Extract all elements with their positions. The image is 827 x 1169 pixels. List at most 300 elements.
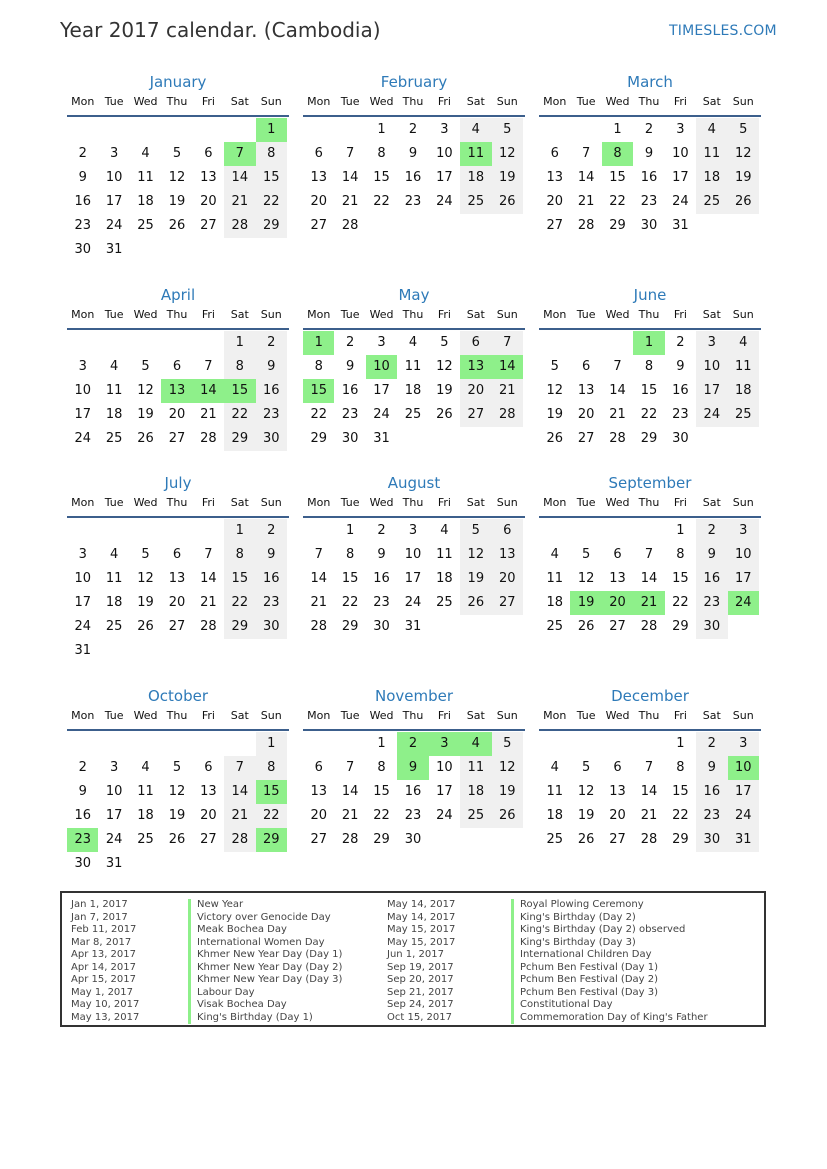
day-cell: 18 xyxy=(460,780,491,804)
legend-date: May 15, 2017 xyxy=(387,936,456,948)
day-cell: 25 xyxy=(137,218,154,233)
empty-cell xyxy=(303,118,334,142)
day-cell: 24 xyxy=(74,619,91,634)
day-cell: 24 xyxy=(436,194,453,209)
legend-date: Oct 15, 2017 xyxy=(387,1011,452,1023)
day-cell: 13 xyxy=(200,784,217,799)
month-april xyxy=(67,286,289,451)
day-cell: 1 xyxy=(676,523,685,538)
day-cell: 6 xyxy=(613,547,622,562)
day-cell: 21 xyxy=(609,407,626,422)
weekday-header xyxy=(303,306,525,330)
holiday-day: 8 xyxy=(602,142,633,166)
day-cell: 29 xyxy=(609,218,626,233)
empty-cell xyxy=(633,519,664,543)
day-cell: 22 xyxy=(672,595,689,610)
month-name: December xyxy=(611,687,689,705)
weekday-label: Wed xyxy=(133,95,158,108)
day-cell: 8 xyxy=(345,547,355,562)
day-cell: 20 xyxy=(168,407,186,422)
day-cell: 30 xyxy=(256,427,287,451)
day-cell: 11 xyxy=(696,142,727,166)
day-cell: 5 xyxy=(550,359,559,374)
day-cell: 1 xyxy=(613,122,622,137)
weekday-header xyxy=(67,494,289,518)
day-cell: 10 xyxy=(105,784,123,799)
weekday-label: Wed xyxy=(369,308,394,321)
legend-date: Apr 15, 2017 xyxy=(71,974,137,985)
day-cell: 27 xyxy=(168,619,186,634)
holiday-day: 15 xyxy=(224,379,255,403)
day-cell: 20 xyxy=(609,808,626,823)
day-cell: 28 xyxy=(577,218,595,233)
holiday-day: 1 xyxy=(303,331,334,355)
legend-date: Feb 11, 2017 xyxy=(71,924,137,935)
day-cell: 21 xyxy=(200,595,217,610)
day-cell: 4 xyxy=(141,760,150,775)
holiday-day: 15 xyxy=(303,379,334,403)
month-name: July xyxy=(164,474,192,492)
day-cell: 18 xyxy=(546,595,563,610)
empty-cell xyxy=(224,118,255,142)
empty-cell xyxy=(303,732,334,756)
day-cell: 21 xyxy=(492,379,523,403)
weekday-label: Tue xyxy=(104,95,124,108)
weekday-header xyxy=(67,93,289,117)
empty-cell xyxy=(570,732,601,756)
holiday-day: 10 xyxy=(366,355,397,379)
day-cell: 30 xyxy=(404,832,422,847)
legend-holiday-name: Pchum Ben Festival (Day 1) xyxy=(520,961,659,973)
brand-link[interactable]: TIMESLES.COM xyxy=(669,23,777,39)
weekday-header xyxy=(67,306,289,330)
month-name: May xyxy=(398,286,430,304)
day-cell: 4 xyxy=(440,523,449,538)
day-cell: 3 xyxy=(78,547,87,562)
day-cell: 27 xyxy=(609,832,626,847)
empty-cell xyxy=(67,118,98,142)
day-cell: 27 xyxy=(492,591,523,615)
day-cell: 23 xyxy=(404,808,422,823)
empty-cell xyxy=(67,331,98,355)
day-cell: 8 xyxy=(224,543,255,567)
day-cell: 27 xyxy=(577,431,595,446)
day-cell: 1 xyxy=(345,523,355,538)
holiday-day: 1 xyxy=(256,118,287,142)
legend-holiday-name: Pchum Ben Festival (Day 2) xyxy=(520,974,659,985)
day-cell: 3 xyxy=(408,523,418,538)
day-cell: 11 xyxy=(436,547,453,562)
day-cell: 17 xyxy=(373,383,390,398)
holiday-day: 15 xyxy=(256,780,287,804)
weekday-label: Fri xyxy=(673,496,687,509)
day-cell: 6 xyxy=(314,146,323,161)
holiday-day: 29 xyxy=(256,828,287,852)
month-name: August xyxy=(387,474,441,492)
weekday-label: Sun xyxy=(732,95,754,108)
day-cell: 28 xyxy=(224,828,255,852)
weekday-label: Thu xyxy=(166,709,188,722)
day-cell: 16 xyxy=(373,571,390,586)
day-cell: 30 xyxy=(256,615,287,639)
empty-cell xyxy=(67,732,98,756)
weekday-label: Sun xyxy=(496,308,518,321)
legend-holiday-name: Victory over Genocide Day xyxy=(197,911,331,923)
day-cell: 9 xyxy=(696,756,727,780)
legend-holiday-name: Khmer New Year Day (Day 2) xyxy=(197,961,343,973)
holiday-day: 7 xyxy=(224,142,255,166)
day-cell: 15 xyxy=(640,383,658,398)
day-cell: 12 xyxy=(137,383,154,398)
day-cell: 15 xyxy=(224,567,255,591)
weekday-label: Thu xyxy=(166,95,188,108)
day-grid xyxy=(539,518,761,639)
weekday-label: Mon xyxy=(307,709,331,722)
day-cell: 9 xyxy=(696,543,727,567)
weekday-label: Sun xyxy=(496,95,518,108)
empty-cell xyxy=(570,331,601,355)
day-cell: 31 xyxy=(74,643,91,658)
weekday-label: Mon xyxy=(543,709,567,722)
weekday-label: Sun xyxy=(732,709,754,722)
day-cell: 21 xyxy=(577,194,595,209)
day-cell: 22 xyxy=(256,804,287,828)
empty-cell xyxy=(193,519,224,543)
weekday-label: Mon xyxy=(307,496,331,509)
day-cell: 17 xyxy=(696,379,727,403)
day-cell: 20 xyxy=(200,808,217,823)
day-cell: 30 xyxy=(74,242,91,257)
day-cell: 7 xyxy=(581,146,591,161)
weekday-label: Fri xyxy=(437,709,451,722)
day-cell: 13 xyxy=(310,170,327,185)
day-cell: 5 xyxy=(141,359,150,374)
weekday-label: Sun xyxy=(732,496,754,509)
weekday-label: Mon xyxy=(543,308,567,321)
month-july xyxy=(67,474,289,663)
day-cell: 23 xyxy=(404,194,422,209)
day-cell: 12 xyxy=(168,170,186,185)
day-cell: 22 xyxy=(640,407,658,422)
day-cell: 29 xyxy=(373,832,390,847)
day-cell: 7 xyxy=(224,756,255,780)
empty-cell xyxy=(130,331,161,355)
weekday-label: Thu xyxy=(166,496,188,509)
day-cell: 21 xyxy=(200,407,217,422)
day-cell: 20 xyxy=(168,595,186,610)
day-cell: 12 xyxy=(577,784,595,799)
day-cell: 30 xyxy=(373,619,390,634)
holiday-day: 9 xyxy=(397,756,428,780)
day-cell: 16 xyxy=(640,170,658,185)
day-cell: 3 xyxy=(109,146,119,161)
day-cell: 1 xyxy=(224,331,255,355)
day-cell: 27 xyxy=(168,431,186,446)
holiday-day: 21 xyxy=(633,591,664,615)
day-cell: 19 xyxy=(436,383,453,398)
holiday-day: 13 xyxy=(460,355,491,379)
day-cell: 24 xyxy=(436,808,453,823)
empty-cell xyxy=(539,118,570,142)
day-cell: 18 xyxy=(137,194,154,209)
day-cell: 1 xyxy=(377,736,386,751)
month-name: September xyxy=(608,474,692,492)
month-december xyxy=(539,687,761,852)
holiday-day: 20 xyxy=(602,591,633,615)
day-cell: 14 xyxy=(640,784,658,799)
day-cell: 17 xyxy=(74,407,91,422)
day-cell: 4 xyxy=(550,547,559,562)
day-cell: 2 xyxy=(256,519,287,543)
day-cell: 25 xyxy=(728,403,759,427)
day-cell: 8 xyxy=(676,547,685,562)
day-cell: 15 xyxy=(341,571,359,586)
day-cell: 10 xyxy=(74,571,91,586)
weekday-label: Sat xyxy=(702,709,721,722)
day-cell: 23 xyxy=(373,595,390,610)
empty-cell xyxy=(130,519,161,543)
legend-holiday-name: Labour Day xyxy=(197,986,255,998)
day-cell: 7 xyxy=(613,359,622,374)
day-cell: 19 xyxy=(137,595,154,610)
day-cell: 24 xyxy=(105,218,123,233)
day-cell: 2 xyxy=(256,331,287,355)
day-cell: 8 xyxy=(676,760,685,775)
day-cell: 24 xyxy=(696,403,727,427)
day-cell: 12 xyxy=(728,142,759,166)
day-cell: 27 xyxy=(200,832,217,847)
day-cell: 14 xyxy=(341,784,359,799)
day-cell: 22 xyxy=(310,407,327,422)
day-cell: 28 xyxy=(200,431,217,446)
month-august xyxy=(303,474,525,639)
day-cell: 7 xyxy=(492,331,523,355)
legend-date: May 14, 2017 xyxy=(387,899,456,910)
legend-names-left xyxy=(188,899,342,1024)
day-cell: 17 xyxy=(105,194,123,209)
day-cell: 12 xyxy=(460,543,491,567)
weekday-label: Wed xyxy=(133,709,158,722)
day-grid xyxy=(67,518,289,663)
day-cell: 22 xyxy=(224,591,255,615)
day-cell: 7 xyxy=(345,760,355,775)
month-name: November xyxy=(374,687,454,705)
day-cell: 8 xyxy=(224,355,255,379)
day-cell: 30 xyxy=(696,828,727,852)
legend-date: May 1, 2017 xyxy=(71,986,134,998)
day-grid xyxy=(303,330,525,451)
day-cell: 28 xyxy=(492,403,523,427)
day-cell: 21 xyxy=(341,194,359,209)
day-cell: 23 xyxy=(341,407,359,422)
legend-holiday-name: Constitutional Day xyxy=(520,999,613,1010)
day-cell: 2 xyxy=(78,760,87,775)
day-cell: 27 xyxy=(200,218,217,233)
day-cell: 14 xyxy=(224,780,255,804)
day-cell: 16 xyxy=(74,194,91,209)
day-cell: 18 xyxy=(105,407,123,422)
day-cell: 28 xyxy=(341,832,359,847)
day-cell: 27 xyxy=(310,832,327,847)
day-cell: 22 xyxy=(672,808,689,823)
day-cell: 20 xyxy=(460,379,491,403)
legend-holiday-name: International Children Day xyxy=(520,949,652,960)
day-cell: 25 xyxy=(105,431,123,446)
weekday-label: Thu xyxy=(166,308,188,321)
day-cell: 12 xyxy=(492,756,523,780)
day-cell: 3 xyxy=(109,760,119,775)
day-cell: 5 xyxy=(581,760,591,775)
weekday-label: Tue xyxy=(576,709,596,722)
day-grid xyxy=(67,330,289,451)
day-cell: 25 xyxy=(460,190,491,214)
day-cell: 5 xyxy=(460,519,491,543)
month-may xyxy=(303,286,525,451)
day-cell: 14 xyxy=(310,571,327,586)
weekday-label: Fri xyxy=(201,496,215,509)
day-cell: 19 xyxy=(577,808,595,823)
day-cell: 18 xyxy=(137,808,154,823)
month-name: October xyxy=(147,687,209,705)
legend-dates-right xyxy=(387,899,497,1024)
weekday-header xyxy=(303,707,525,731)
empty-cell xyxy=(224,732,255,756)
day-cell: 29 xyxy=(256,214,287,238)
day-cell: 20 xyxy=(546,194,563,209)
day-cell: 15 xyxy=(672,571,689,586)
empty-cell xyxy=(303,519,334,543)
legend-holiday-name: Commemoration Day of King's Father xyxy=(520,1011,708,1023)
day-cell: 12 xyxy=(137,571,154,586)
holiday-day: 3 xyxy=(429,732,460,756)
weekday-label: Sat xyxy=(466,496,485,509)
weekday-label: Tue xyxy=(340,496,360,509)
month-name: January xyxy=(149,73,207,91)
day-cell: 22 xyxy=(256,190,287,214)
weekday-header xyxy=(539,707,761,731)
day-cell: 7 xyxy=(345,146,355,161)
day-cell: 5 xyxy=(440,335,449,350)
weekday-label: Wed xyxy=(133,496,158,509)
day-cell: 3 xyxy=(377,335,386,350)
day-cell: 5 xyxy=(492,118,523,142)
page-title: Year 2017 calendar. (Cambodia) xyxy=(60,18,381,42)
day-cell: 16 xyxy=(256,379,287,403)
day-cell: 7 xyxy=(204,359,213,374)
day-cell: 16 xyxy=(341,383,359,398)
day-cell: 3 xyxy=(696,331,727,355)
day-cell: 25 xyxy=(696,190,727,214)
weekday-label: Fri xyxy=(437,496,451,509)
day-cell: 26 xyxy=(168,218,186,233)
day-cell: 13 xyxy=(577,383,595,398)
day-cell: 30 xyxy=(341,431,359,446)
day-cell: 17 xyxy=(436,784,453,799)
weekday-label: Tue xyxy=(576,95,596,108)
day-cell: 18 xyxy=(460,166,491,190)
month-february xyxy=(303,73,525,238)
weekday-label: Mon xyxy=(71,496,95,509)
weekday-label: Tue xyxy=(340,709,360,722)
day-cell: 3 xyxy=(676,122,685,137)
day-cell: 20 xyxy=(577,407,595,422)
empty-cell xyxy=(633,732,664,756)
legend-date: Sep 21, 2017 xyxy=(387,986,454,998)
day-cell: 6 xyxy=(581,359,591,374)
weekday-label: Thu xyxy=(638,709,660,722)
legend-holiday-name: King's Birthday (Day 2) observed xyxy=(520,924,686,935)
weekday-label: Fri xyxy=(201,95,215,108)
empty-cell xyxy=(161,118,192,142)
holiday-day: 1 xyxy=(633,331,664,355)
day-cell: 10 xyxy=(728,543,759,567)
legend-date: Jun 1, 2017 xyxy=(387,949,444,960)
empty-cell xyxy=(130,118,161,142)
day-cell: 10 xyxy=(672,146,689,161)
empty-cell xyxy=(334,118,365,142)
day-grid xyxy=(303,117,525,238)
day-cell: 10 xyxy=(436,146,453,161)
day-cell: 5 xyxy=(172,760,182,775)
weekday-label: Sat xyxy=(466,308,485,321)
day-cell: 18 xyxy=(728,379,759,403)
day-cell: 11 xyxy=(546,784,563,799)
day-cell: 9 xyxy=(644,146,654,161)
day-cell: 1 xyxy=(224,519,255,543)
day-cell: 3 xyxy=(440,122,449,137)
day-cell: 30 xyxy=(672,431,689,446)
weekday-label: Wed xyxy=(605,95,630,108)
day-cell: 8 xyxy=(644,359,654,374)
day-cell: 3 xyxy=(728,732,759,756)
day-cell: 31 xyxy=(404,619,422,634)
day-cell: 6 xyxy=(172,547,182,562)
day-cell: 10 xyxy=(696,355,727,379)
day-cell: 12 xyxy=(492,142,523,166)
day-cell: 28 xyxy=(640,619,658,634)
weekday-label: Tue xyxy=(340,308,360,321)
legend-holiday-name: Royal Plowing Ceremony xyxy=(520,899,644,910)
weekday-label: Fri xyxy=(673,95,687,108)
day-cell: 17 xyxy=(728,780,759,804)
empty-cell xyxy=(161,519,192,543)
weekday-header xyxy=(303,494,525,518)
day-cell: 23 xyxy=(74,218,91,233)
day-cell: 2 xyxy=(696,732,727,756)
day-cell: 17 xyxy=(74,595,91,610)
day-cell: 23 xyxy=(256,403,287,427)
day-cell: 14 xyxy=(200,571,217,586)
day-cell: 22 xyxy=(609,194,626,209)
legend-date: Mar 8, 2017 xyxy=(71,936,132,948)
day-cell: 12 xyxy=(168,784,186,799)
day-cell: 4 xyxy=(696,118,727,142)
weekday-label: Thu xyxy=(402,95,424,108)
day-grid xyxy=(303,731,525,852)
day-cell: 2 xyxy=(78,146,87,161)
day-cell: 18 xyxy=(546,808,563,823)
day-cell: 7 xyxy=(644,760,654,775)
day-cell: 6 xyxy=(550,146,559,161)
day-cell: 18 xyxy=(696,166,727,190)
day-cell: 30 xyxy=(640,218,658,233)
day-cell: 25 xyxy=(546,619,563,634)
weekday-label: Sat xyxy=(230,709,249,722)
day-cell: 13 xyxy=(546,170,563,185)
day-cell: 8 xyxy=(377,146,386,161)
legend-dates-left xyxy=(71,899,181,1024)
weekday-label: Sun xyxy=(496,496,518,509)
